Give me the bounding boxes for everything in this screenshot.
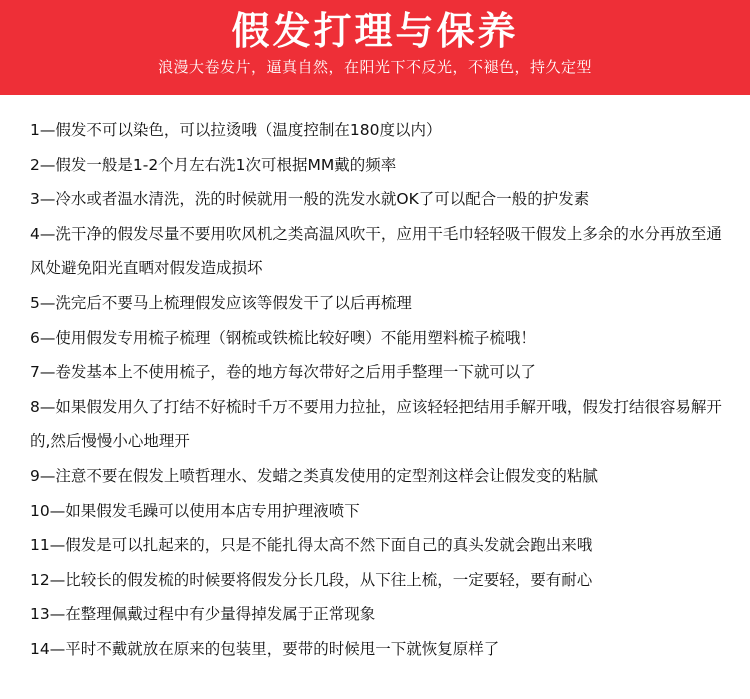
care-tip-4: 4—洗干净的假发尽量不要用吹风机之类高温风吹干，应用干毛巾轻轻吸干假发上多余的水分再放至通风处避免阳光直晒对假发造成损坏 (30, 224, 722, 278)
care-tips-list (0, 95, 750, 667)
care-tip-11: 11—假发是可以扎起来的，只是不能扎得太高不然下面自己的真头发就会跑出来哦 (30, 536, 593, 555)
care-tip-9: 9—注意不要在假发上喷哲理水、发蜡之类真发使用的定型剂这样会让假发变的粘腻 (30, 466, 598, 485)
care-tip-3: 3—冷水或者温水清洗，洗的时候就用一般的洗发水就OK了可以配合一般的护发素 (30, 190, 590, 209)
care-tip-1: 1—假发不可以染色，可以拉烫哦（温度控制在180度以内） (30, 121, 442, 139)
care-tip-6: 6—使用假发专用梳子梳理（钢梳或铁梳比较好噢）不能用塑料梳子梳哦！ (30, 328, 536, 347)
care-tip-5: 5—洗完后不要马上梳理假发应该等假发干了以后再梳理 (30, 293, 412, 312)
care-tip-7: 7—卷发基本上不使用梳子，卷的地方每次带好之后用手整理一下就可以了 (30, 363, 536, 382)
care-tip-13: 13—在整理佩戴过程中有少量得掉发属于正常现象 (30, 605, 376, 624)
care-tip-8: 8—如果假发用久了打结不好梳时千万不要用力拉扯，应该轻轻把结用手解开哦，假发打结很容易解开的,然后慢慢小心地理开 (30, 397, 722, 451)
header-banner (0, 0, 750, 95)
care-tip-12: 12—比较长的假发梳的时候要将假发分长几段，从下往上梳，一定要轻，要有耐心 (30, 570, 593, 589)
care-tip-14: 14—平时不戴就放在原来的包装里，要带的时候甩一下就恢复原样了 (30, 639, 500, 658)
care-tip-2: 2—假发一般是1-2个月左右洗1次可根据MM戴的频率 (30, 155, 397, 174)
page-subtitle: 浪漫大卷发片，逼真自然，在阳光下不反光，不褪色，持久定型 (157, 58, 592, 76)
care-tip-10: 10—如果假发毛躁可以使用本店专用护理液喷下 (30, 501, 360, 520)
page-title: 假发打理与保养 (231, 9, 519, 53)
